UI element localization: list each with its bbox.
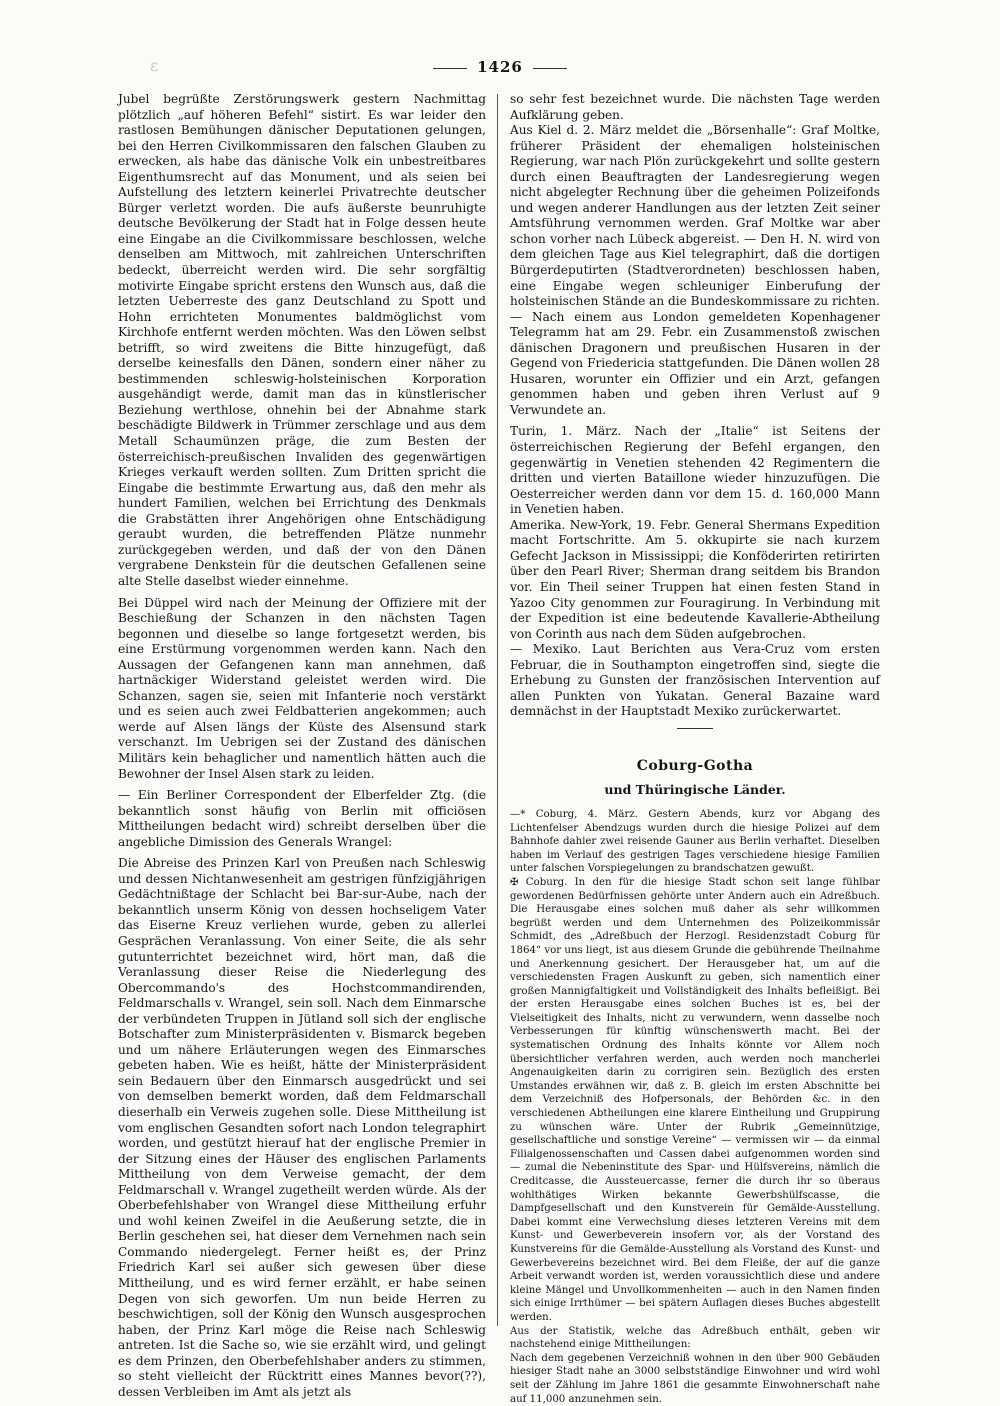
coburg-paragraph-3: Aus der Statistik, welche das Adreßbuch enthält, geben wir nachstehend einige Mittheilungen: [510,1325,880,1351]
page-number-dash-right [533,68,567,69]
right-paragraph-3: — Nach einem aus London gemeldeten Kopenhagener Telegramm hat am 29. Febr. ein Zusammenstoß zwischen dänischen Dragonern und preußischen Husaren in der Gegend von Friedericia stattgefunden. Die Dänen wollen 28 Husaren, worunter ein Offizier und ein Arzt, gefangen genommen haben und geben ihren Verlust auf 9 Verwundete an. [510,309,880,417]
coburg-paragraph-4: Nach dem gegebenen Verzeichniß wohnen in den über 900 Gebäuden hiesiger Stadt nahe an 3000 selbstständige Einwohner und wird wohl seit der Zählung im Jahre 1861 die gesammte Einwohnerschaft nahe auf 11,000 anzunehmen sein. [510,1352,880,1405]
bleed-through-mark: ε [150,56,159,75]
right-paragraph-4: Turin, 1. März. Nach der „Italie“ ist Seitens der österreichischen Regierung der Befehl ergangen, den gegenwärtig in Venetien stehenden 42 Regimentern die dritten und vierten Bataillone wieder hinzuzufügen. Die Oesterreicher werden dann vor dem 15. d. 160,000 Mann in Venetien haben. [510,424,880,517]
section-subtitle: und Thüringische Länder. [604,782,786,798]
right-paragraph-6: — Mexiko. Laut Berichten aus Vera-Cruz vom ersten Februar, die in Southampton eingetroffen sind, siegte die Erhebung zu Gunsten der französischen Intervention auf allen Punkten von Yukatan. General Bazaine ward demnächst in der Hauptstadt Mexiko zurückerwartet. [510,642,880,719]
section-title: Coburg-Gotha [636,757,754,774]
coburg-paragraph-2: ✠ Coburg. In den für die hiesige Stadt schon seit lange fühlbar gewordenen Bedürfnissen gehörte unter Andern auch ein Adreßbuch. Die Herausgabe eines solchen muß daher als sehr willkommen begrüßt werden und dem Unternehmen des Polizeikommissär Schmidt, des „Adreßbuch der Herzogl. Residenzstadt Coburg für 1864“ vor uns liegt, ist aus diesem Grunde die gebührende Theilnahme und Anerkennung gesichert. Der Herausgeber hat, um auf die verschiedensten Fragen Auskunft zu geben, sich namentlich einer großen Mannigfaltigkeit und Vollständigkeit des Inhalts befleißigt. Bei der ersten Herausgabe eines solchen Buches ist es, bei der Vielseitigkeit des Inhalts, nicht zu verwundern, wenn dasselbe noch Verbesserungen für künftig wünschenswerth macht. Bei der systematischen Ordnung des Inhalts könnte vor Allem noch übersichtlicher verfahren werden, auch werden noch mancherlei Angenauigkeiten darin zu corrigiren sein. Bezüglich des ersten Umstandes erwähnen wir, daß z. B. gleich im ersten Abschnitte bei dem Verzeichniß des Hofpersonals, der Behörden &c. in den verschiedenen Abtheilungen eine klarere Eintheilung und Gruppirung zu wünschen wäre. Unter der Rubrik „Gemeinnützige, gesellschaftliche und sonstige Vereine“ — vermissen wir — da einmal Filialgenossenschaften und Cassen dabei aufgenommen worden sind — zumal die Nebeninstitute des Spar- und Hülfsvereins, nämlich die Creditcasse, die Aussteuercasse, ferner die durch ihr so überaus wohlthätiges Wirken bekannte Gewerbshülfscasse, die Dampfgesellschaft und den Kunstverein für Gemälde-Ausstellung. Dabei kommt eine Verwechslung dieses letzteren Vereins mit dem Kunst- und Gewerbeverein insofern vor, als der Vorstand des Kunstvereins für die Gemälde-Ausstellung als Vorstand des Kunst- und Gewerbevereins bezeichnet wird. Bei dem Fleiße, der auf die ganze Arbeit verwandt worden ist, werden voraussichtlich diese und andere kleine Mängel und Unvollkommenheiten — auch in den Namen finden sich einige Irrthümer — bei spätern Auflagen dieses Buches abgestellt werden. [510,876,880,1323]
left-paragraph-3: — Ein Berliner Correspondent der Elberfelder Ztg. (die bekanntlich sonst häufig von Berlin mit officiösen Mittheilungen bedacht wird) schreibt derselben über die angebliche Dimission des Generals Wrangel: [118,788,486,849]
column-divider [497,94,498,1326]
section-separator [677,728,713,729]
left-paragraph-2: Bei Düppel wird nach der Meinung der Offiziere mit der Beschießung der Schanzen in den nächsten Tagen begonnen und dieselbe so lange fortgesetzt werden, bis eine Erstürmung vorgenommen werden kann. Nach den Aussagen der Gefangenen kann man annehmen, daß hartnäckiger Widerstand geleistet werden wird. Die Schanzen, sagen sie, seien mit Infanterie noch verstärkt und es seien auch zwei Feldbatterien angekommen; auch werde auf Alsen längs der Küste des Alsensund stark verschanzt. Im Uebrigen sei der Zustand des dänischen Militärs kein behaglicher und namentlich hätten auch die Bewohner der Insel Alsen stark zu leiden. [118,595,486,781]
page-number [0,58,1000,76]
page-number-text: 1426 [477,58,523,76]
left-paragraph-4: Die Abreise des Prinzen Karl von Preußen nach Schleswig und dessen Nichtanwesenheit am gestrigen fünfzigjährigen Gedächtnißtage der Schlacht bei Bar-sur-Aube, nach der bekanntlich unserm König von dessen hochseligem Vater das Eiserne Kreuz verliehen wurde, geben zu allerlei Gesprächen Veranlassung. Von einer Seite, die als sehr gutunterrichtet bezeichnet wird, hört man, daß die Veranlassung dieser Reise die Niederlegung des Obercommando's des Hochstcommandirenden, Feldmarschalls v. Wrangel, sein soll. Nach dem Einmarsche der verbündeten Truppen in Jütland soll sich der englische Botschafter zum Ministerpräsidenten v. Bismarck begeben und um nähere Erläuterungen wegen des Einmarsches gebeten haben. Wie es heißt, hätte der Ministerpräsident sein Bedauern über den Einmarsch ausgedrückt und sei von demselben bemerkt worden, daß dem Feldmarschall dieserhalb ein Verweis zugehen solle. Diese Mittheilung ist vom englischen Gesandten sofort nach London telegraphirt worden, und gestützt hierauf hat der englische Premier in der Sitzung eines der Häuser des englischen Parlaments Mittheilung von dem Verweise gemacht, der dem Feldmarschall v. Wrangel zugetheilt werden würde. Als der Oberbefehlshaber von Wrangel diese Mittheilung erfuhr und wohl keinen Zweifel in die Aeußerung setzte, die in Berlin geschehen sei, hat dieser dem Vernehmen nach sein Commando niedergelegt. Ferner heißt es, der Prinz Friedrich Karl sei außer sich gewesen über diese Mittheilung, und es wird ferner erzählt, er habe seinen Degen von sich geworfen. Um nun beide Herren zu beschwichtigen, soll der König den Wunsch ausgesprochen haben, der Prinz Karl möge die Reise nach Schleswig antreten. Ist die Sache so, wie sie erzählt wird, und gelingt es dem Prinzen, den Oberbefehlshaber anders zu stimmen, so steht vielleicht der Rücktritt eines Mannes bevor(??), dessen Verbleiben im Amt als jetzt als [118,856,486,1399]
right-paragraph-1: so sehr fest bezeichnet wurde. Die nächsten Tage werden Aufklärung geben. [510,92,880,122]
coburg-paragraph-1: —* Coburg, 4. März. Gestern Abends, kurz vor Abgang des Lichtenfelser Abendzugs wurden durch die hiesige Polizei auf dem Bahnhofe dahier zwei reisende Gauner aus Berlin verhaftet. Dieselben haben im Verlauf des gestrigen Tages verschiedene hiesige Familien unter falschen Vorspiegelungen zu brandschatzen gewußt. [510,808,880,875]
left-column [118,92,486,1400]
right-column [510,92,880,1406]
right-paragraph-5: Amerika. New-York, 19. Febr. General Shermans Expedition macht Fortschritte. Am 5. okkupirte sie nach kurzem Gefecht Jackson in Mississippi; die Konföderirten retirirten über den Pearl River; Sherman drang seitdem bis Brandon vor. Ein Theil seiner Truppen hat einen festen Stand in Yazoo City genommen zur Fouragirung. In Verbindung mit der Expedition ist eine bedeutende Kavallerie-Abtheilung von Corinth aus nach dem Süden aufgebrochen. [510,517,880,641]
page-number-dash-left [433,68,467,69]
left-paragraph-1: Jubel begrüßte Zerstörungswerk gestern Nachmittag plötzlich „auf höheren Befehl“ sistirt. Es war leider den rastlosen Bemühungen dänischer Deputationen gelungen, bei den Herren Civilkommissaren den falschen Glauben zu erwecken, als habe das dänische Volk ein unbestreitbares Eigenthumsrecht auf das Monument, und als seien bei Aufstellung des letztern keinerlei Privatrechte deutscher Bürger verletzt worden. Die aufs äußerste beunruhigte deutsche Bevölkerung der Stadt hat in Folge dessen heute eine Eingabe an die Civilkommissare beschlossen, welche denselben am Mittwoch, mit zahlreichen Unterschriften bedeckt, überreicht werden wird. Die sehr sorgfältig motivirte Eingabe spricht erstens den Wunsch aus, daß die letzten Ueberreste des ganz Deutschland zu Spott und Hohn errichteten Monumentes baldmöglichst vom Kirchhofe entfernt werden möchten. Was den Löwen selbst betrifft, so wird zweitens die Bitte hinzugefügt, daß derselbe keinesfalls den Dänen, sondern einer näher zu bestimmenden schleswig-holsteinischen Korporation ausgehändigt werde, damit man das in künstlerischer Beziehung werthlose, ohnehin bei der Abnahme stark beschädigte Bildwerk in Trümmer zerschlage und aus dem Metall Schaumünzen präge, die zum Besten der österreichisch-preußischen Invaliden des gegenwärtigen Krieges verkauft werden sollten. Zum Dritten spricht die Eingabe die bestimmte Erwartung aus, daß den mehr als hundert Familien, welchen bei Errichtung des Denkmals die Grabstätten ihrer Angehörigen ohne Entschädigung geraubt wurden, die betreffenden Plätze nunmehr zurückgegeben werden, und daß der von den Dänen vergrabene Denkstein für die deutschen Gefallenen seine alte Stelle daselbst wieder einnehme. [118,92,486,588]
right-paragraph-2: Aus Kiel d. 2. März meldet die „Börsenhalle“: Graf Moltke, früherer Präsident der ehemaligen holsteinischen Regierung, war nach Plön zurückgekehrt und sollte gestern durch einen Beauftragten der Landesregierung wegen nicht abgelegter Rechnung über die geheimen Polizeifonds und wegen anderer Handlungen aus der letzten Zeit seiner Amtsführung vernommen werden. Graf Moltke war aber schon vorher nach Lübeck abgereist. — Den H. N. wird von dem gleichen Tage aus Kiel telegraphirt, daß die dortigen Bürgerdeputirten (Stadtverordneten) beschlossen haben, eine Eingabe wegen schleuniger Einberufung der holsteinischen Stände an die Bundeskommissare zu richten. [510,123,880,309]
